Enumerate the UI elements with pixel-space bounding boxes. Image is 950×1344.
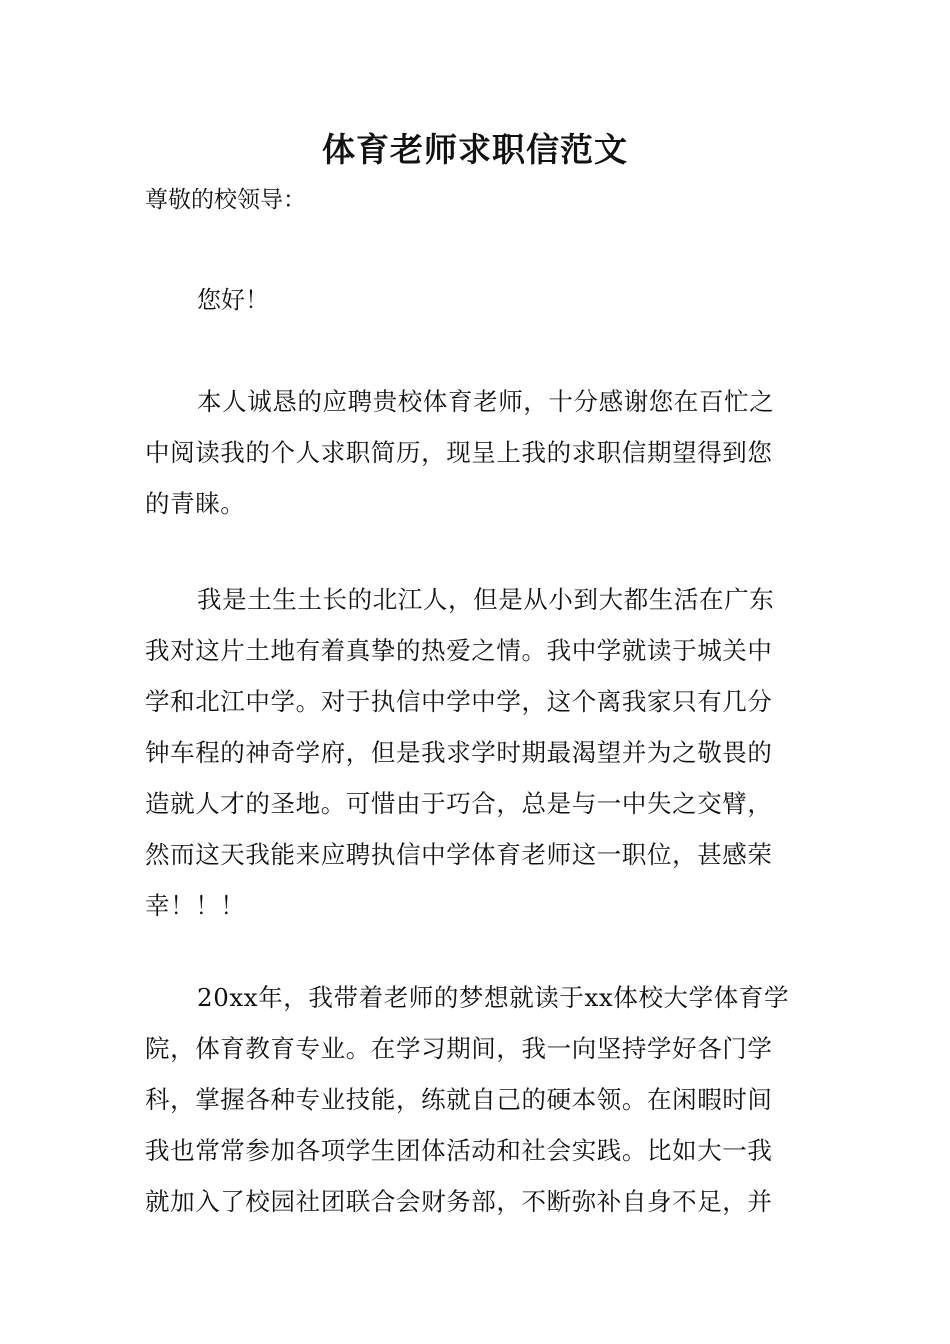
paragraph-line: 20xx年，我带着老师的梦想就读于xx体校大学体育学 [197,983,790,1012]
paragraph-line: 钟车程的神奇学府，但是我求学时期最渴望并为之敬畏的 [145,738,773,767]
paragraph-line: 然而这天我能来应聘执信中学体育老师这一职位，甚感荣 [145,840,773,869]
paragraph-line: 学和北江中学。对于执信中学中学，这个离我家只有几分 [145,687,773,716]
paragraph-line: 幸！！！ [145,891,246,920]
document-title: 体育老师求职信范文 [322,130,628,169]
greeting: 您好！ [197,286,269,314]
paragraph-line: 中阅读我的个人求职简历，现呈上我的求职信期望得到您 [145,438,773,467]
paragraph-line: 造就人才的圣地。可惜由于巧合，总是与一中失之交臂， [145,789,773,818]
paragraph-1 [145,376,815,529]
salutation: 尊敬的校领导： [145,187,306,213]
paragraph-line: 我是土生土长的北江人，但是从小到大都生活在广东 [197,585,775,614]
paragraph-2 [145,574,815,931]
paragraph-line: 我也常常参加各项学生团体活动和社会实践。比如大一我 [145,1136,773,1165]
paragraph-line: 我对这片土地有着真挚的热爱之情。我中学就读于城关中 [145,636,773,665]
paragraph-line: 的青睐。 [145,489,246,518]
paragraph-line: 科，掌握各种专业技能，练就自己的硬本领。在闲暇时间 [145,1085,773,1114]
paragraph-line: 就加入了校园社团联合会财务部，不断弥补自身不足，并 [145,1187,773,1216]
paragraph-line: 本人诚恳的应聘贵校体育老师，十分感谢您在百忙之 [197,387,775,416]
paragraph-line: 院，体育教育专业。在学习期间，我一向坚持学好各门学 [145,1034,773,1063]
paragraph-3 [145,972,815,1227]
